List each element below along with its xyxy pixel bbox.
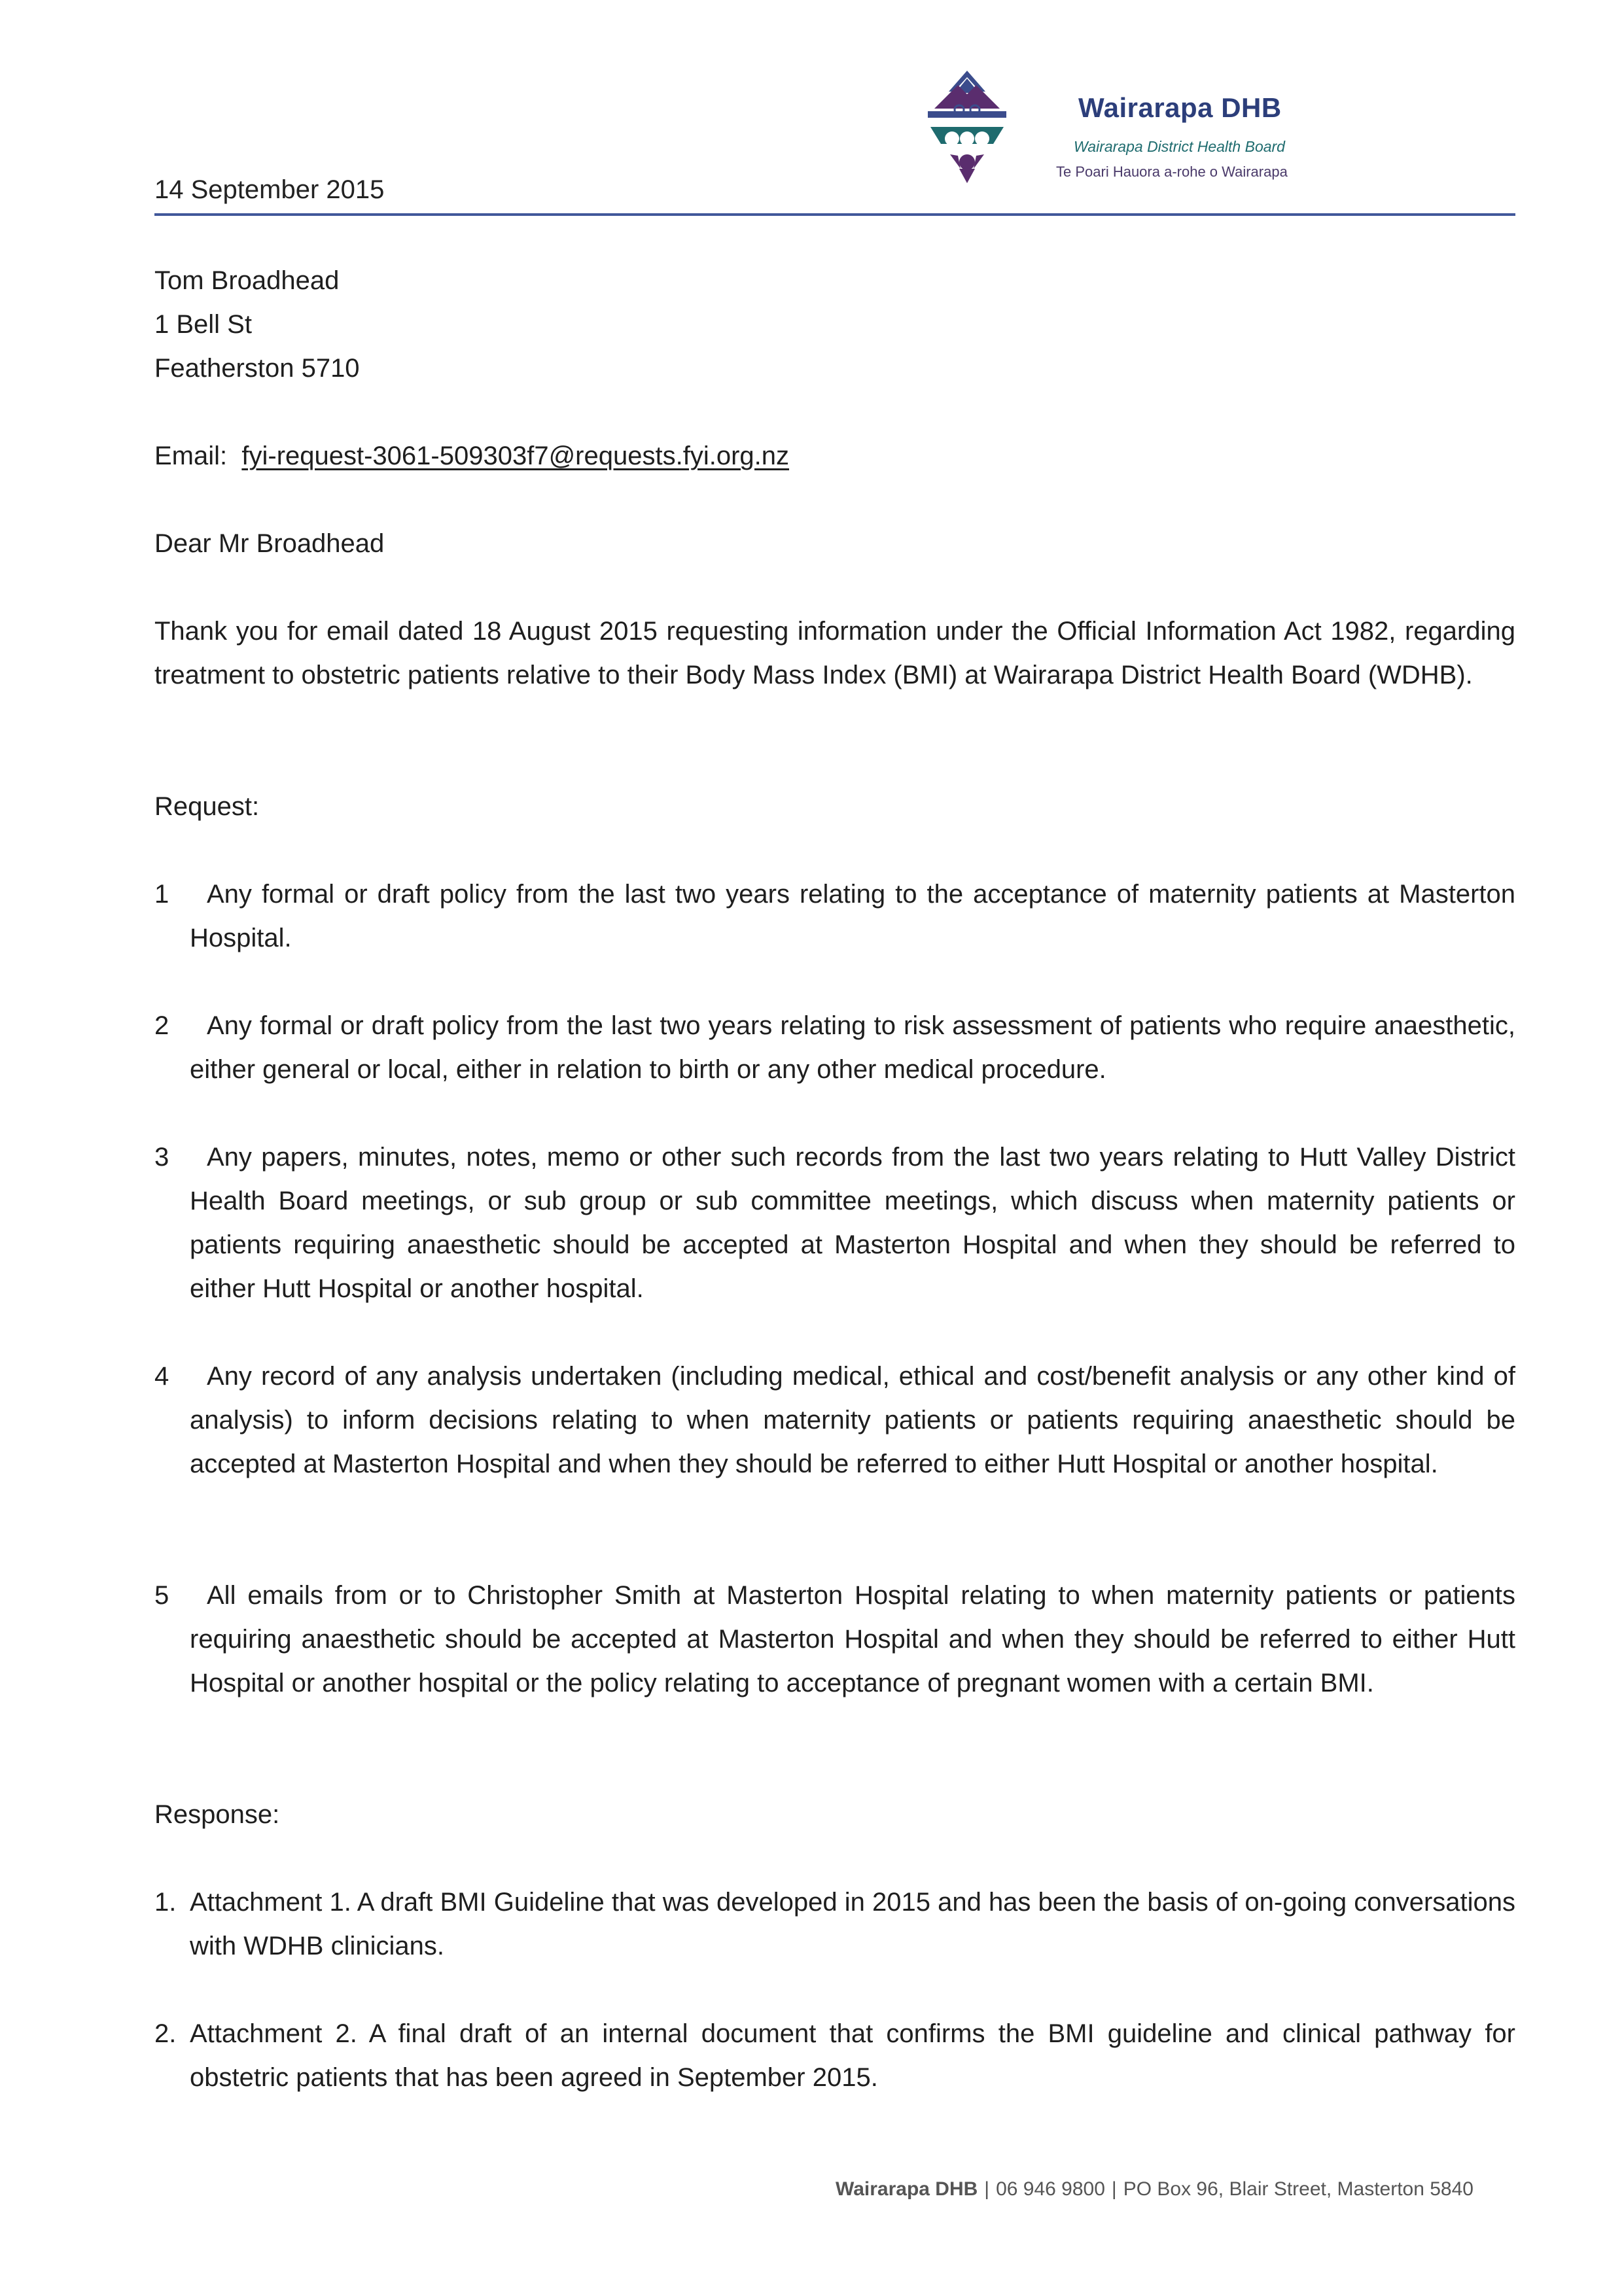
request-item-number: 3	[154, 1143, 169, 1172]
request-item-text: Any record of any analysis undertaken (including medical, ethical and cost/benefit analysis or any other kind of analysis) to inform decisions relating to when maternity patients or patients requiring anaesthetic should be accepted at Masterton Hospital and when they should be referred to either Hutt Hospital or another hospital.	[190, 1362, 1515, 1478]
request-item-text: Any formal or draft policy from the last two years relating to the acceptance of maternity patients at Masterton Hospital.	[190, 880, 1515, 952]
response-item-text: Attachment 1. A draft BMI Guideline that was developed in 2015 and has been the basis of on-going conversations with WDHB clinicians.	[190, 1888, 1515, 1960]
recipient-street: 1 Bell St	[154, 310, 252, 339]
wairarapa-dhb-logo-icon	[928, 71, 1016, 188]
recipient-name: Tom Broadhead	[154, 266, 340, 295]
request-item-text: All emails from or to Christopher Smith at Masterton Hospital relating to when maternity patients or patients requiring anaesthetic should be accepted at Masterton Hospital and when they should be referred to either Hutt Hospital or another hospital or the policy relating to acceptance of pregnant women with a certain BMI.	[190, 1581, 1515, 1697]
request-item-number: 5	[154, 1581, 169, 1610]
footer-separator: |	[1111, 2178, 1117, 2200]
footer-address: PO Box 96, Blair Street, Masterton 5840	[1123, 2178, 1474, 2200]
request-item-number: 4	[154, 1362, 169, 1391]
salutation: Dear Mr Broadhead	[154, 529, 385, 558]
footer-org: Wairarapa DHB	[836, 2178, 978, 2200]
footer-phone: 06 946 9800	[996, 2178, 1105, 2200]
email-link[interactable]: fyi-request-3061-509303f7@requests.fyi.org.nz	[241, 442, 789, 470]
logo-maori-name: Te Poari Hauora a-rohe o Wairarapa	[1056, 164, 1288, 180]
request-heading: Request:	[154, 792, 260, 821]
response-item-number: 2.	[154, 2019, 177, 2048]
logo-subtitle: Wairarapa District Health Board	[1074, 138, 1285, 155]
logo-title: Wairarapa DHB	[1078, 92, 1282, 123]
letterhead-logo	[928, 71, 1451, 188]
recipient-city: Featherston 5710	[154, 354, 360, 383]
header-divider	[154, 213, 1515, 216]
email-label: Email:	[154, 442, 228, 470]
footer-separator: |	[984, 2178, 990, 2200]
letter-date: 14 September 2015	[154, 175, 385, 204]
response-item-number: 1.	[154, 1888, 177, 1917]
recipient-email-line	[154, 434, 789, 478]
response-heading: Response:	[154, 1800, 280, 1829]
request-item-text: Any formal or draft policy from the last two years relating to risk assessment of patients who require anaesthetic, either general or local, either in relation to birth or any other medical procedure.	[190, 1011, 1515, 1084]
request-item-number: 1	[154, 880, 169, 909]
intro-paragraph: Thank you for email dated 18 August 2015 requesting information under the Official Information Act 1982, regarding treatment to obstetric patients relative to their Body Mass Index (BMI) at Wairarapa District Health Board (WDHB).	[154, 617, 1515, 689]
letter-footer	[836, 2178, 1474, 2200]
request-item-number: 2	[154, 1011, 169, 1040]
request-item-text: Any papers, minutes, notes, memo or other such records from the last two years relating to Hutt Valley District Health Board meetings, or sub group or sub committee meetings, which discuss when maternity patients or patients requiring anaesthetic should be accepted at Masterton Hospital and when they should be referred to either Hutt Hospital or another hospital.	[190, 1143, 1515, 1303]
response-item-text: Attachment 2. A final draft of an internal document that confirms the BMI guideline and clinical pathway for obstetric patients that has been agreed in September 2015.	[190, 2019, 1515, 2092]
